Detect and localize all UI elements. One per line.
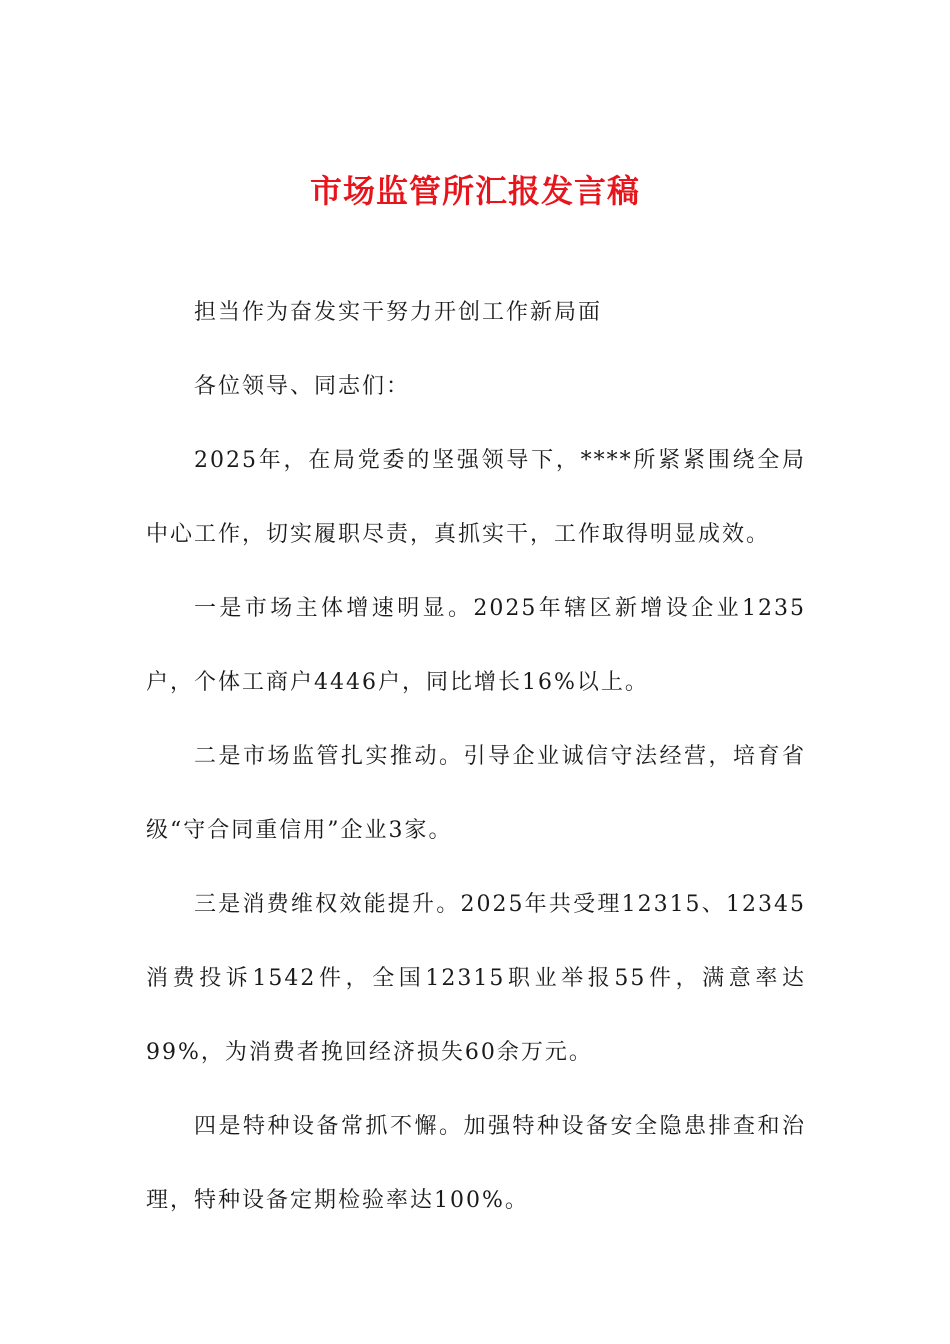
document-body [146, 276, 806, 1238]
intro-paragraph: 2025年，在局党委的坚强领导下，****所紧紧围绕全局中心工作，切实履职尽责，真抓实干，工作取得明显成效。 [146, 448, 806, 547]
point-one-paragraph: 一是市场主体增速明显。2025年辖区新增设企业1235户，个体工商户4446户，同比增长16%以上。 [146, 596, 806, 695]
salutation: 各位领导、同志们： [194, 374, 411, 399]
point-two-paragraph: 二是市场监管扎实推动。引导企业诚信守法经营，培育省级“守合同重信用”企业3家。 [146, 744, 806, 843]
point-four-paragraph: 四是特种设备常抓不懈。加强特种设备安全隐患排查和治理，特种设备定期检验率达100%。 [146, 1114, 806, 1213]
point-three-paragraph: 三是消费维权效能提升。2025年共受理12315、12345消费投诉1542件，全国12315职业举报55件，满意率达99%，为消费者挽回经济损失60余万元。 [146, 892, 806, 1065]
document-title: 市场监管所汇报发言稿 [309, 172, 640, 211]
speech-subtitle: 担当作为奋发实干努力开创工作新局面 [194, 300, 603, 325]
